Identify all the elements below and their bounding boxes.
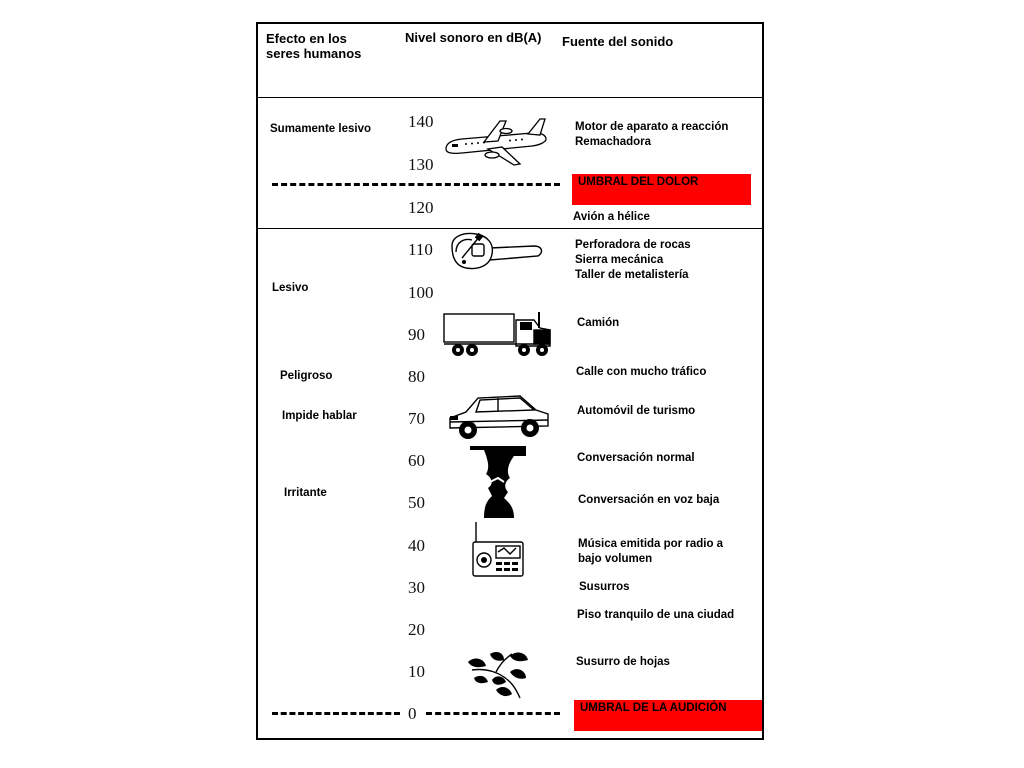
pain-threshold-badge xyxy=(572,174,751,205)
level-80: 80 xyxy=(408,367,425,386)
source-jet: Motor de aparato a reacción Remachadora xyxy=(575,121,729,148)
car-icon xyxy=(446,392,552,442)
level-130: 130 xyxy=(408,155,434,174)
level-50: 50 xyxy=(408,493,425,512)
level-120: 120 xyxy=(408,198,434,217)
level-0: 0 xyxy=(408,704,417,723)
source-truck: Camión xyxy=(577,317,620,329)
section-divider xyxy=(257,228,763,229)
hearing-threshold-line-left xyxy=(272,712,400,715)
header-level: Nivel sonoro en dB(A) xyxy=(405,30,542,45)
leaves-icon xyxy=(466,650,532,700)
header-divider xyxy=(257,97,763,98)
level-40: 40 xyxy=(408,536,425,555)
level-140: 140 xyxy=(408,112,434,131)
level-10: 10 xyxy=(408,662,425,681)
level-100: 100 xyxy=(408,283,434,302)
pain-threshold-line xyxy=(272,183,560,186)
level-90: 90 xyxy=(408,325,425,344)
truck-icon xyxy=(442,310,554,360)
level-60: 60 xyxy=(408,451,425,470)
airplane-icon xyxy=(440,115,552,169)
hearing-threshold-label: UMBRAL DE LA AUDICIÓN xyxy=(580,702,727,714)
header-source: Fuente del sonido xyxy=(562,34,674,49)
source-leaves: Susurro de hojas xyxy=(576,656,670,668)
hearing-threshold-line-right xyxy=(426,712,560,715)
header-effect: Efecto en los seres humanos xyxy=(266,31,362,61)
source-street: Calle con mucho tráfico xyxy=(576,366,707,378)
source-conversation: Conversación normal xyxy=(577,452,695,464)
source-rock-drill: Perforadora de rocas Sierra mecánica Taller de metalistería xyxy=(575,239,691,281)
source-whispers: Susurros xyxy=(579,581,630,593)
effect-impide-hablar: Impide hablar xyxy=(282,410,357,422)
source-low-voice: Conversación en voz baja xyxy=(578,494,720,506)
level-70: 70 xyxy=(408,409,425,428)
level-110: 110 xyxy=(408,240,433,259)
radio-icon xyxy=(470,520,526,580)
source-radio: Música emitida por radio a bajo volumen xyxy=(578,538,724,565)
source-propeller: Avión a hélice xyxy=(573,211,650,223)
chainsaw-icon xyxy=(442,230,547,274)
effect-lesivo: Lesivo xyxy=(272,282,309,294)
face-silhouette-icon xyxy=(470,446,526,518)
effect-sumamente-lesivo: Sumamente lesivo xyxy=(270,123,371,135)
effect-irritante: Irritante xyxy=(284,487,327,499)
effect-peligroso: Peligroso xyxy=(280,370,333,382)
source-car: Automóvil de turismo xyxy=(577,405,696,417)
level-30: 30 xyxy=(408,578,425,597)
source-quiet-flat: Piso tranquilo de una ciudad xyxy=(577,609,735,621)
hearing-threshold-badge xyxy=(574,700,762,731)
pain-threshold-label: UMBRAL DEL DOLOR xyxy=(578,176,699,188)
level-20: 20 xyxy=(408,620,425,639)
